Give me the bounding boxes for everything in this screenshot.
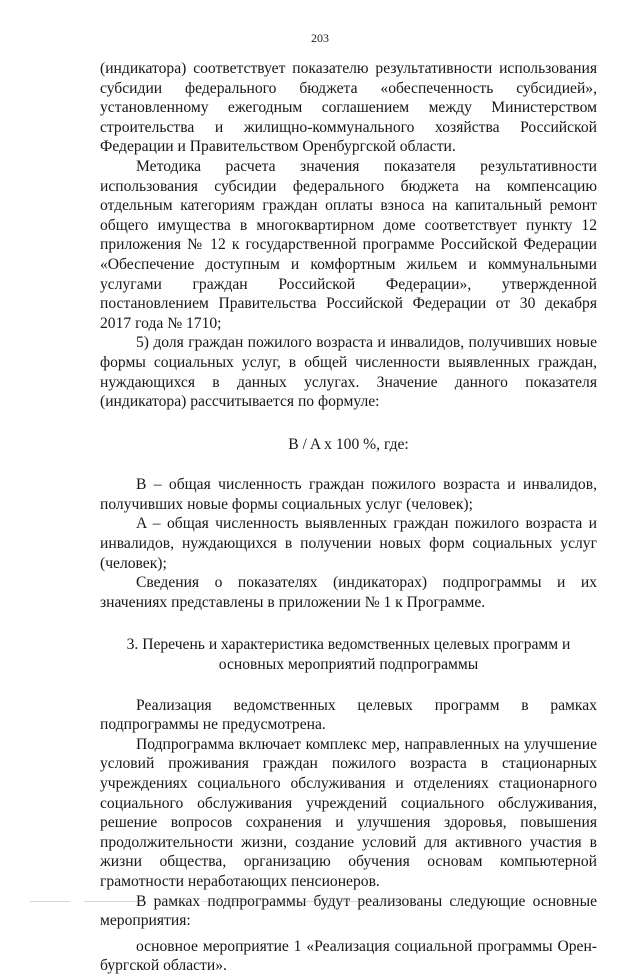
paragraph-departmental-programs: Реализация ведомственных целевых программ в рамках подпрограммы не предусмотрена. (100, 696, 597, 734)
paragraph-indicators-info: Сведения о показателях (индикаторах) подпрограммы и их значениях представлены в приложении № 1 к Программе. (100, 574, 597, 611)
paragraph-main-activities: В рамках подпрограммы будут реализованы следующие основные мероприятия: (100, 892, 597, 930)
paragraph-indicator-subsidy: (индикатора) соответствует показателю результативности использования субсидии федерального бюджета «обеспеченность субсидией», установленному ежегодным соглашением между Министерством строительства и жилищно-коммунального хозяйства Российской Федерации и Правительством Оренбургской области. (100, 60, 597, 156)
paragraph-subprogram-measures: Подпрограмма включает комплекс мер, направленных на улучшение условий проживания граждан пожилого возраста в стационарных учреждениях социального обслуживания и отделениях стационарного социального обслуживания учреждений социального обслуживания, решение вопросов сохранения и улучшения здоровья, повышения продолжительности жизни, создание условий для активного участия в жизни общества, организацию обучения основам компьютерной грамотности неработающих пенсионеров. (100, 735, 597, 890)
section-heading: 3. Перечень и характеристика ведомственных целевых программ и основных мероприятий подпрограммы (126, 636, 571, 674)
paragraph-item-5: 5) доля граждан пожилого возраста и инвалидов, получивших новые формы социальных услуг, в общей численности выявленных граждан, нуждающихся в данных услугах. Значение данного показателя (индикатора) рассчитывается по формуле: (100, 334, 597, 411)
paragraph-methodology: Методика расчета значения показателя результативности использования субсидии федерального бюджета на компенсацию отдельным категориям граждан оплаты взноса на капитальный ремонт общего имущества в многоквартирном доме соответствует пункту 12 приложения № 12 к государственной программе Российской Федерации «Обеспечение доступным и комфортным жильем и коммунальными услугами граждан Российской Федерации», утвержденной постановлением Правительства Российской Федерации от 30 декабря 2017 года № 1710; (100, 157, 597, 332)
paragraph-definition-b: B – общая численность граждан пожилого возраста и инвалидов, получивших новые формы социальных услуг (человек); (100, 476, 597, 513)
formula: B / A x 100 %, где: (288, 435, 409, 453)
paragraph-definition-a: A – общая численность выявленных граждан пожилого возраста и инвалидов, нуждающихся в получении новых форм социальных услуг (человек); (100, 515, 597, 572)
page-number: 203 (311, 31, 329, 45)
document-body (100, 59, 597, 976)
paragraph-activity-1: основное мероприятие 1 «Реализация социальной программы Оренбургской области». (100, 937, 597, 975)
scan-artifact-line (30, 899, 610, 903)
